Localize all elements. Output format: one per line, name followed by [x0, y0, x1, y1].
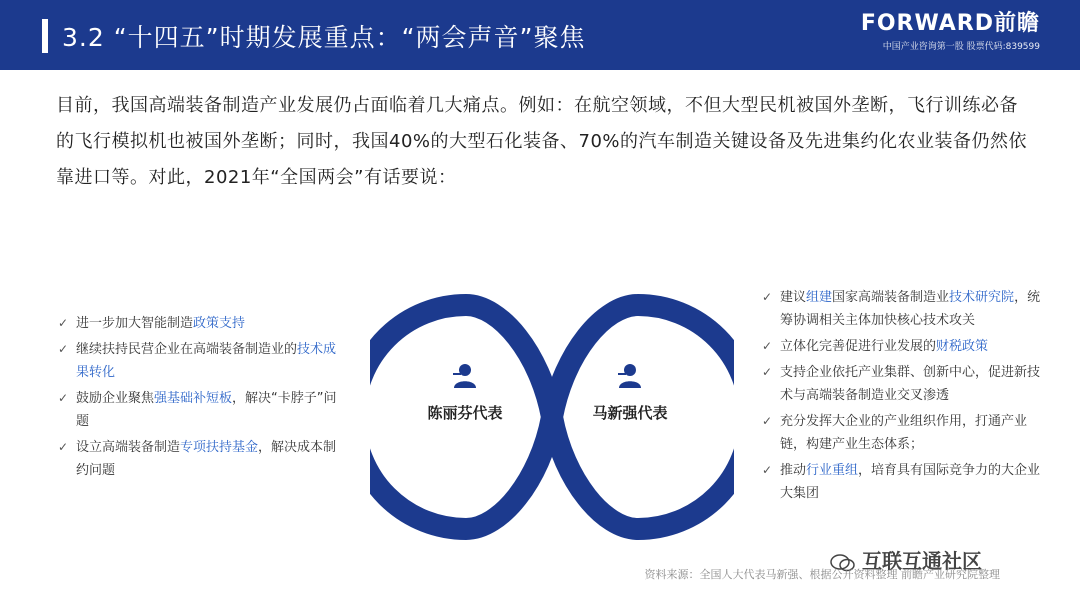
brand-subtitle: 中国产业咨询第一股 股票代码:839599 — [882, 42, 1040, 52]
representative-name: 马新强代表 — [592, 404, 668, 422]
list-item: ✓ 充分发挥大企业的产业组织作用，打通产业链，构建产业生态体系； — [762, 410, 1052, 456]
item-highlight: 专项扶持基金 — [180, 440, 259, 455]
source-note: 资料来源：全国人大代表马新强、根据公开资料整理 前瞻产业研究院整理 — [644, 568, 1000, 581]
item-highlight: 技术成果转化 — [76, 342, 337, 380]
brand-logo: FORWARD前瞻 — [860, 11, 1040, 36]
intro-paragraph: 目前，我国高端装备制造产业发展仍占面临着几大痛点。例如：在航空领域，不但大型民机被国外垄断，飞行训练必备的飞行模拟机也被国外垄断；同时，我国40%的大型石化装备、70%的汽车制造关键设备及先进集约化农业装备仍然依靠进口等。对此，2021年“全国两会”有话要说： — [56, 95, 1028, 188]
person-icon — [450, 360, 480, 390]
header-banner — [0, 0, 1080, 70]
title-accent-bar — [42, 19, 48, 53]
check-icon: ✓ — [762, 365, 773, 379]
list-item: ✓ 建议组建国家高端装备制造业技术研究院，统筹协调相关主体加快核心技术攻关 — [762, 286, 1052, 332]
list-item — [58, 387, 343, 433]
watermark-text: 互联互通社区 — [862, 549, 982, 573]
person-icon — [615, 360, 645, 390]
item-text: ，解决成本制约问题 — [76, 440, 337, 478]
list-item — [58, 312, 343, 335]
check-icon: ✓ — [762, 339, 773, 353]
check-icon: ✓ — [58, 391, 69, 405]
representative-name: 陈丽芬代表 — [427, 404, 503, 422]
list-item: ✓ 立体化完善促进行业发展的财税政策 — [762, 335, 1052, 358]
check-icon: ✓ — [58, 342, 69, 356]
check-icon: ✓ — [58, 316, 69, 330]
check-icon: ✓ — [762, 290, 773, 304]
item-text: 设立高端装备制造 — [76, 440, 181, 455]
right-point-list — [762, 286, 1052, 508]
page-title: 3.2 “十四五”时期发展重点：“两会声音”聚焦 — [62, 23, 586, 52]
list-item: ✓ 支持企业依托产业集群、创新中心，促进新技术与高端装备制造业交叉渗透 — [762, 361, 1052, 407]
item-text: 进一步加大智能制造 — [76, 316, 194, 331]
item-text: 继续扶持民营企业在高端装备制造业的 — [76, 342, 298, 357]
item-text: ，解决“卡脖子”问题 — [76, 391, 337, 429]
check-icon: ✓ — [762, 463, 773, 477]
left-point-list — [58, 312, 343, 485]
list-item — [58, 436, 343, 482]
check-icon: ✓ — [762, 414, 773, 428]
left-representative — [395, 360, 535, 423]
check-icon: ✓ — [58, 440, 69, 454]
right-representative — [560, 360, 700, 423]
list-item — [58, 338, 343, 384]
item-highlight: 政策支持 — [193, 316, 246, 331]
item-highlight: 强基础补短板 — [154, 391, 233, 406]
item-text: 鼓励企业聚焦 — [76, 391, 155, 406]
list-item: ✓ 推动行业重组，培育具有国际竞争力的大企业大集团 — [762, 459, 1052, 505]
brand-block — [861, 12, 1040, 52]
